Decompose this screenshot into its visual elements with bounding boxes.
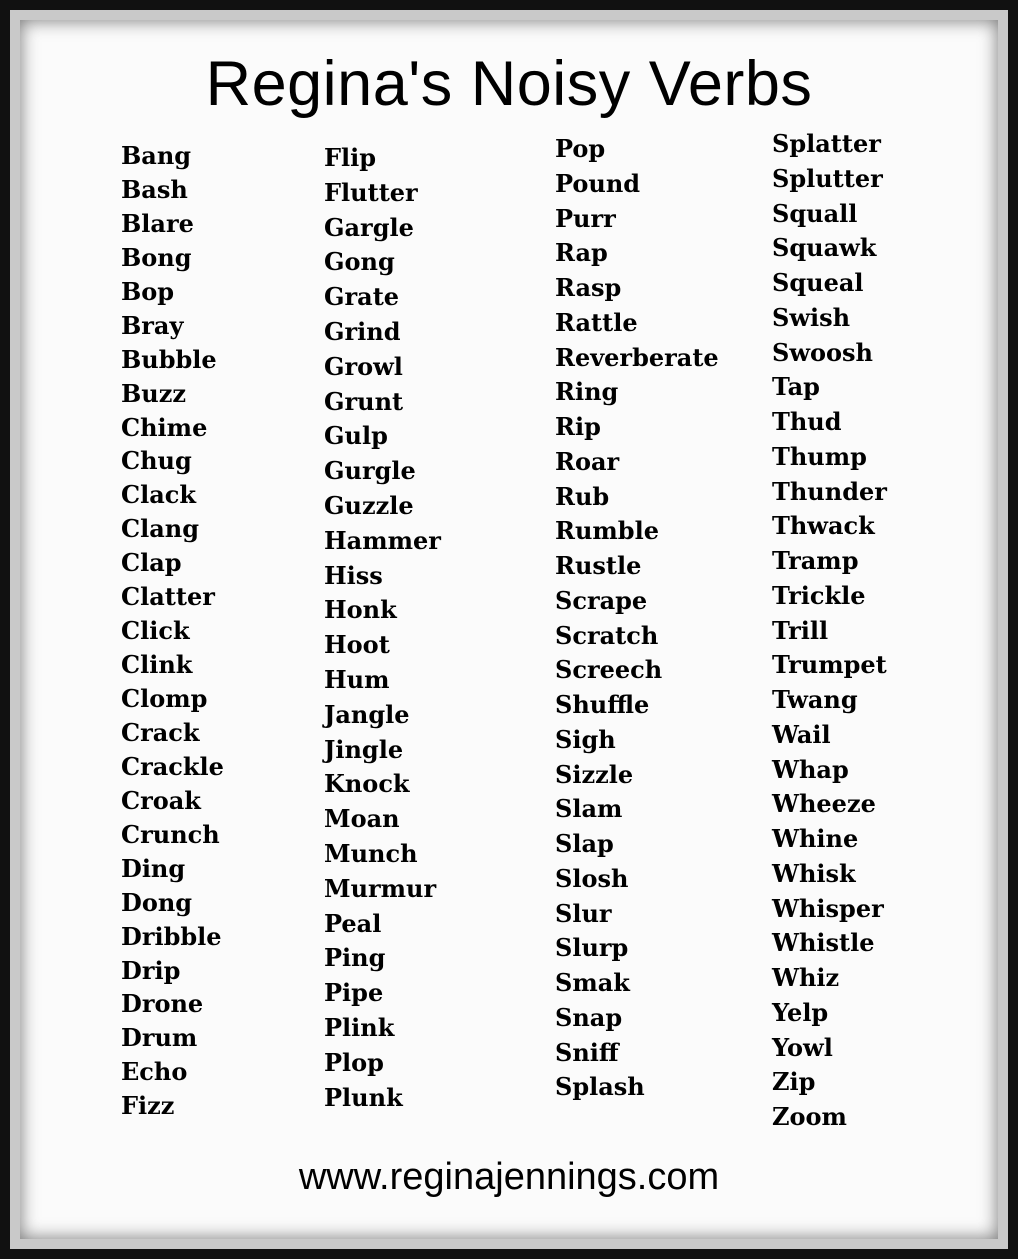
- verb-item: Whisper: [772, 893, 884, 923]
- verb-item: Bubble: [121, 344, 217, 374]
- verb-item: Honk: [324, 595, 397, 625]
- verb-item: Ding: [121, 853, 186, 883]
- verb-item: Swoosh: [772, 337, 873, 367]
- verb-item: Pipe: [324, 978, 384, 1008]
- verb-column-2: [324, 141, 441, 1115]
- verb-item: Thud: [772, 407, 842, 436]
- verb-item: Clink: [121, 650, 193, 680]
- verb-item: Splutter: [772, 163, 883, 193]
- verb-item: Slam: [555, 794, 623, 824]
- verb-item: Hum: [324, 664, 390, 694]
- verb-column-1: [121, 139, 224, 1123]
- verb-item: Rustle: [555, 551, 642, 580]
- verb-item: Whisk: [772, 858, 856, 888]
- verb-item: Grunt: [324, 386, 404, 416]
- verb-item: Splatter: [772, 129, 881, 158]
- verb-item: Rap: [555, 238, 608, 268]
- verb-item: Squall: [772, 198, 858, 228]
- verb-item: Whap: [772, 754, 849, 784]
- verb-item: Twang: [772, 685, 858, 714]
- verb-item: Thwack: [772, 511, 875, 541]
- verb-item: Slosh: [555, 863, 629, 893]
- verb-item: Trumpet: [772, 650, 887, 680]
- verb-column-4: [772, 127, 887, 1135]
- verb-item: Murmur: [324, 873, 437, 903]
- verb-item: Wail: [772, 719, 831, 749]
- verb-item: Plop: [324, 1047, 384, 1077]
- verb-item: Rasp: [555, 273, 622, 302]
- verb-item: Bong: [121, 242, 192, 272]
- verb-item: Gurgle: [324, 456, 416, 486]
- verb-item: Yelp: [772, 997, 829, 1027]
- verb-item: Zoom: [772, 1102, 847, 1131]
- verb-item: Gargle: [324, 212, 414, 242]
- verb-item: Clack: [121, 480, 197, 510]
- verb-item: Purr: [555, 203, 616, 233]
- verb-item: Roar: [555, 446, 620, 476]
- verb-item: Drum: [121, 1023, 198, 1053]
- verb-item: Zip: [772, 1067, 816, 1097]
- verb-item: Chime: [121, 412, 208, 442]
- verb-item: Slap: [555, 829, 614, 858]
- verb-item: Plunk: [324, 1082, 403, 1112]
- verb-item: Bop: [121, 276, 175, 306]
- verb-item: Crack: [121, 717, 200, 747]
- verb-item: Crunch: [121, 819, 220, 849]
- verb-item: Blare: [121, 208, 194, 238]
- verb-item: Clang: [121, 514, 199, 544]
- verb-item: Trickle: [772, 580, 866, 610]
- verb-item: Rip: [555, 412, 601, 441]
- verb-item: Hiss: [324, 560, 383, 590]
- verb-item: Croak: [121, 785, 201, 815]
- frame-mat: [10, 10, 1008, 1249]
- verb-item: Jangle: [324, 699, 410, 729]
- verb-item: Bash: [121, 174, 188, 204]
- verb-item: Echo: [121, 1057, 188, 1087]
- verb-item: Tramp: [772, 546, 859, 575]
- verb-item: Slurp: [555, 933, 629, 963]
- verb-item: Grate: [324, 282, 400, 312]
- verb-item: Flutter: [324, 177, 418, 207]
- verb-item: Clap: [121, 548, 182, 578]
- verb-item: Wheeze: [772, 789, 876, 819]
- verb-item: Guzzle: [324, 490, 414, 520]
- verb-item: Sizzle: [555, 759, 634, 789]
- verb-item: Scratch: [555, 620, 659, 650]
- verb-item: Hoot: [324, 630, 390, 660]
- verb-item: Clomp: [121, 684, 208, 713]
- verb-item: Peal: [324, 908, 382, 938]
- verb-item: Dribble: [121, 921, 222, 951]
- verb-item: Ping: [324, 943, 386, 973]
- verb-item: Scrape: [555, 585, 648, 615]
- verb-item: Screech: [555, 655, 663, 685]
- verb-column-3: [555, 132, 719, 1105]
- verb-item: Knock: [324, 769, 410, 799]
- verb-item: Tap: [772, 372, 820, 402]
- verb-item: Moan: [324, 804, 400, 834]
- verb-item: Rumble: [555, 516, 659, 546]
- verb-item: Gulp: [324, 421, 388, 451]
- verb-item: Splash: [555, 1072, 645, 1102]
- verb-item: Fizz: [121, 1091, 175, 1121]
- verb-item: Slur: [555, 898, 612, 928]
- verb-item: Bray: [121, 310, 184, 340]
- verb-item: Munch: [324, 838, 418, 868]
- verb-item: Whistle: [772, 928, 875, 958]
- verb-item: Reverberate: [555, 342, 719, 372]
- verb-item: Trill: [772, 615, 829, 645]
- page-title: Regina's Noisy Verbs: [205, 49, 813, 119]
- verb-item: Grind: [324, 316, 401, 346]
- verb-item: Growl: [324, 351, 403, 381]
- verb-item: Sniff: [555, 1037, 619, 1067]
- verb-item: Rub: [555, 481, 610, 511]
- verb-item: Hammer: [324, 525, 441, 555]
- verb-item: Swish: [772, 302, 851, 332]
- verb-item: Drone: [121, 989, 204, 1019]
- verb-item: Plink: [324, 1012, 395, 1042]
- verb-item: Yowl: [772, 1032, 833, 1062]
- website-url: www.reginajennings.com: [298, 1156, 720, 1198]
- verb-item: Ring: [555, 377, 619, 407]
- verb-item: Jingle: [324, 734, 404, 764]
- verb-item: Click: [121, 616, 190, 646]
- verb-item: Whiz: [772, 963, 840, 992]
- word-list-page: [20, 20, 998, 1239]
- verb-item: Smak: [555, 968, 630, 997]
- verb-item: Pop: [555, 134, 606, 163]
- verb-item: Thump: [772, 441, 867, 471]
- verb-item: Rattle: [555, 307, 638, 337]
- verb-item: Bang: [121, 141, 192, 170]
- verb-item: Clatter: [121, 582, 215, 612]
- verb-item: Shuffle: [555, 690, 650, 719]
- verb-item: Pound: [555, 168, 641, 198]
- verb-item: Buzz: [121, 378, 186, 408]
- verb-item: Flip: [324, 143, 377, 172]
- verb-item: Snap: [555, 1002, 623, 1032]
- verb-item: Crackle: [121, 751, 224, 781]
- verb-item: Gong: [324, 247, 395, 277]
- verb-item: Drip: [121, 955, 181, 985]
- verb-item: Thunder: [772, 476, 887, 506]
- verb-item: Sigh: [555, 724, 616, 754]
- verb-item: Chug: [121, 446, 192, 476]
- verb-item: Squeal: [772, 268, 864, 297]
- verb-item: Squawk: [772, 233, 877, 263]
- verb-item: Whine: [772, 824, 859, 853]
- verb-item: Dong: [121, 887, 193, 917]
